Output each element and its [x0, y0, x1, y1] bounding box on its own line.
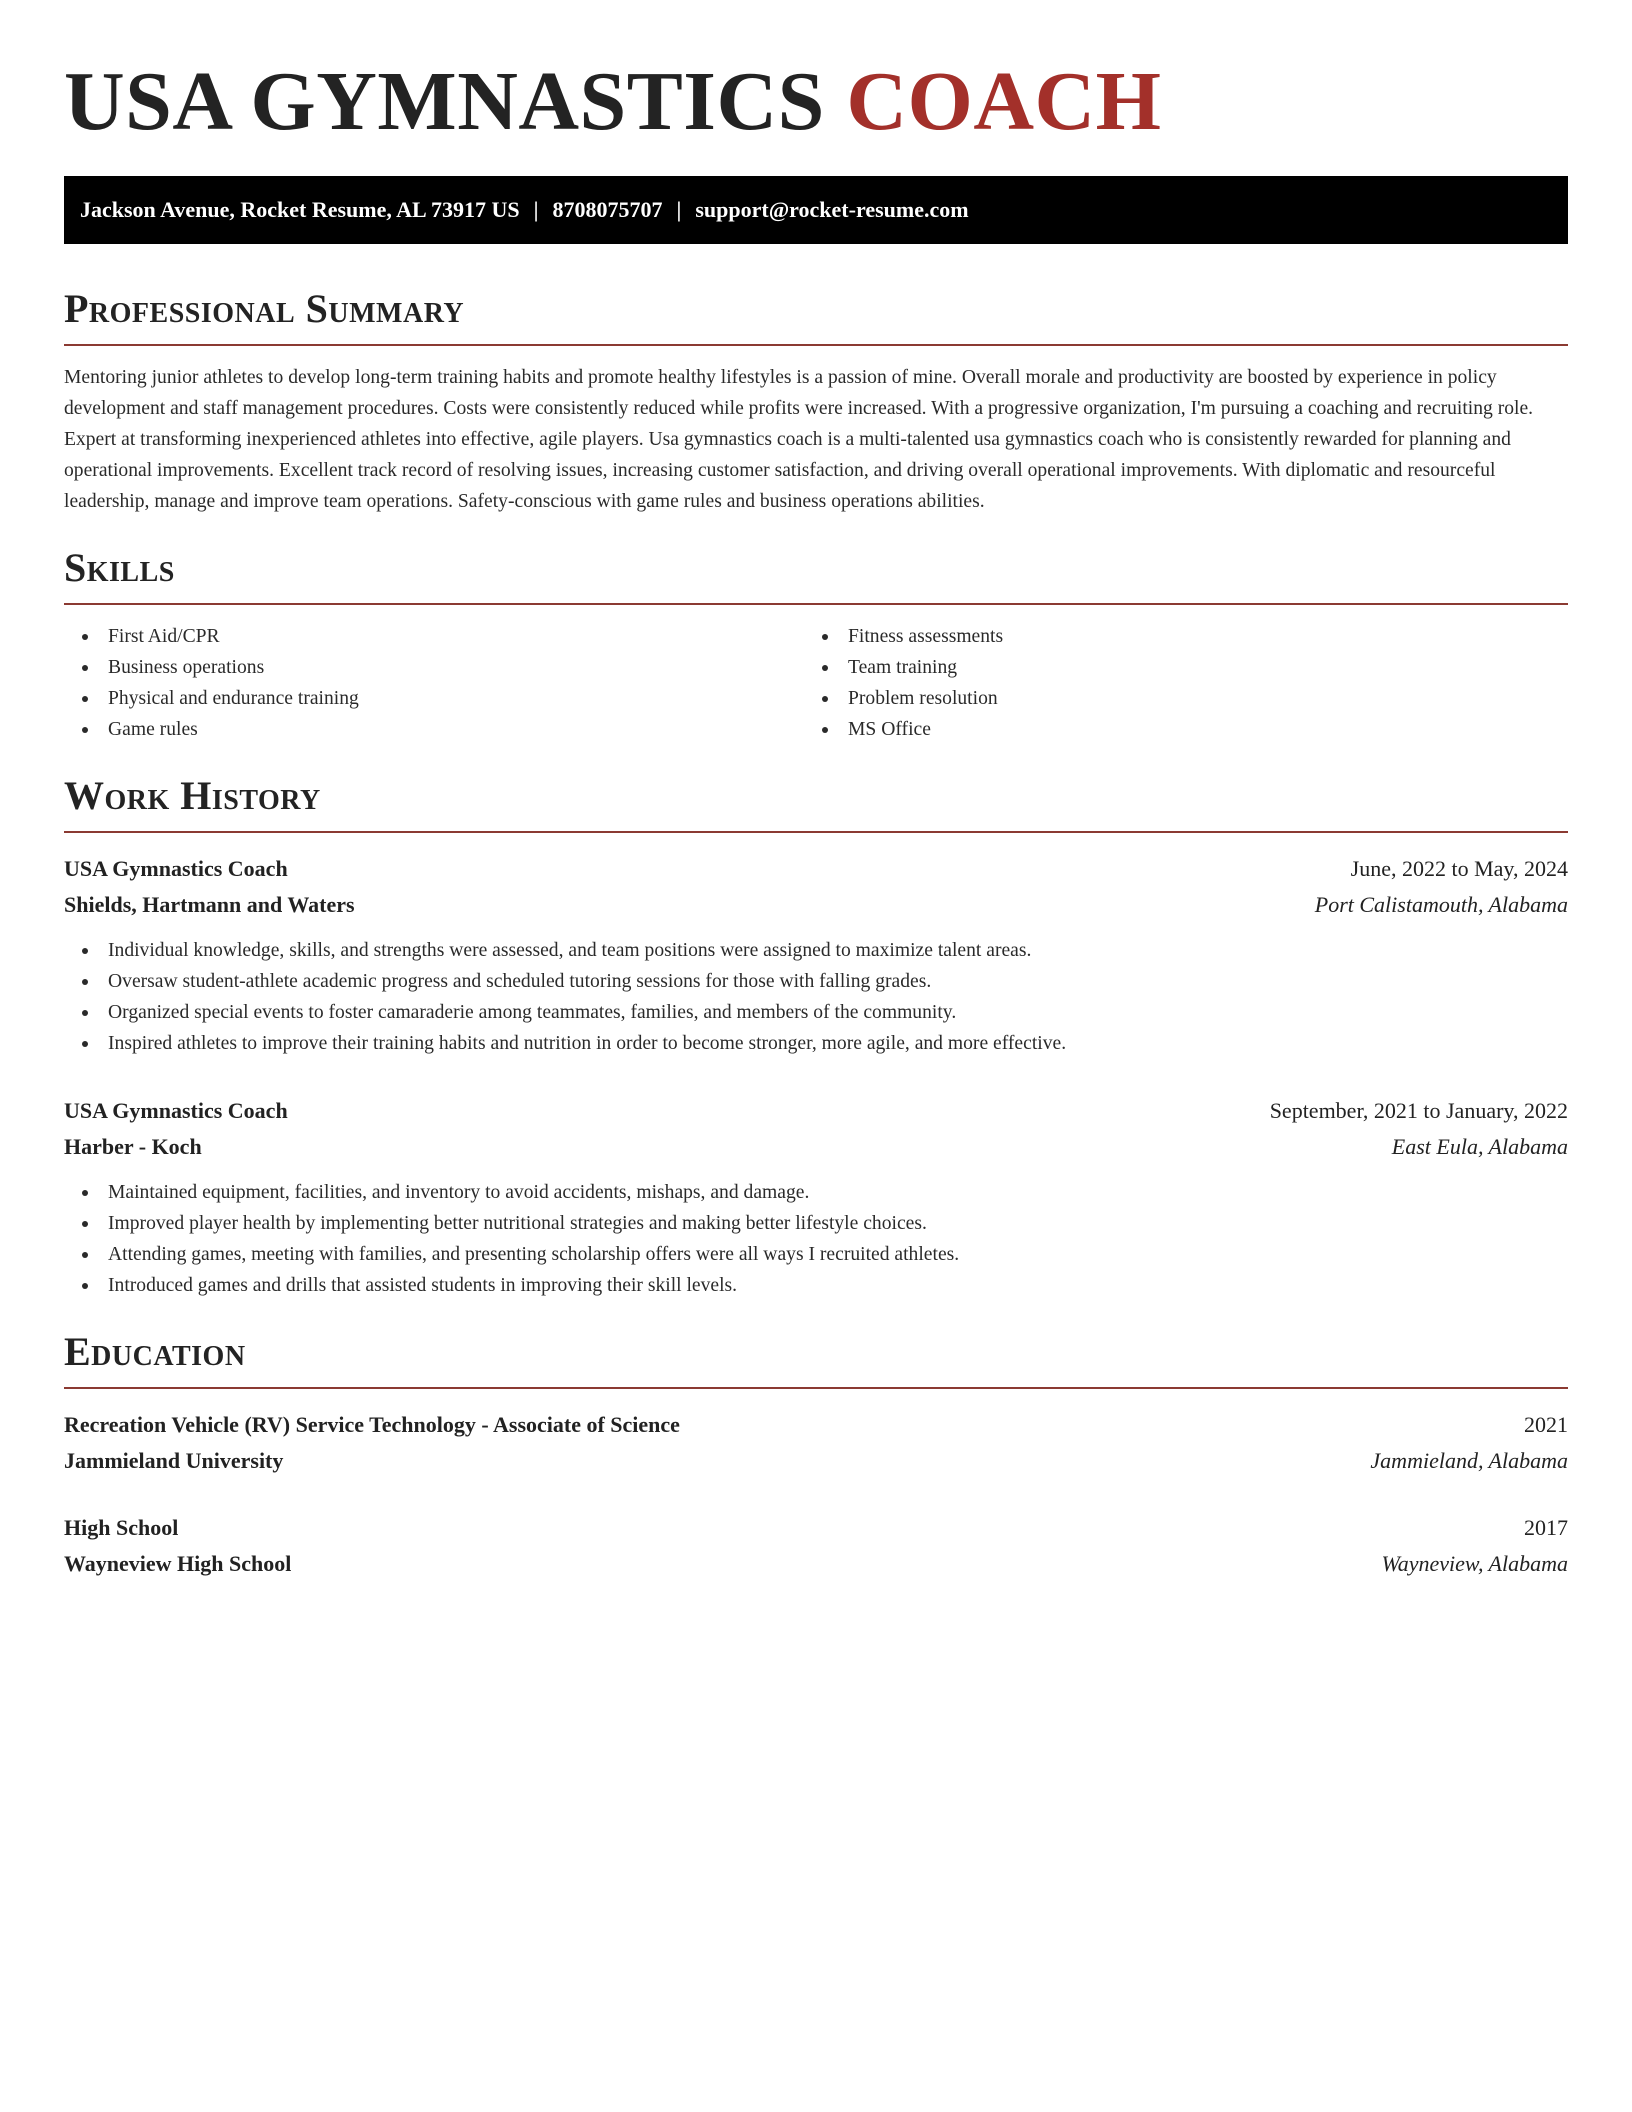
skill-item: Physical and endurance training	[64, 683, 804, 714]
job-title-row	[64, 851, 1568, 887]
title-main: USA GYMNASTICS	[64, 55, 825, 148]
summary-text: Mentoring junior athletes to develop long-term training habits and promote healthy lifestyles is a passion of mine. Overall morale and productivity are boosted by experience in policy development and staff management procedures. Costs were consistently reduced while profits were increased. With a progressive organization, I'm pursuing a coaching and recruiting role. Expert at transforming inexperienced athletes into effective, agile players. Usa gymnastics coach is a multi-talented usa gymnastics coach who is consistently rewarded for planning and operational improvements. Excellent track record of resolving issues, increasing customer satisfaction, and driving overall operational improvements. With diplomatic and resourceful leadership, manage and improve team operations. Safety-conscious with game rules and business operations abilities.	[64, 367, 1534, 512]
skills-heading: Skills	[64, 547, 1568, 605]
job-duty: Individual knowledge, skills, and strengths were assessed, and team positions were assigned to maximize talent areas.	[64, 935, 1568, 966]
work-heading: Work History	[64, 775, 1568, 833]
skill-item: Game rules	[64, 714, 804, 745]
skill-item: MS Office	[804, 714, 1544, 745]
job-entry	[64, 1093, 1568, 1301]
education-entry	[64, 1510, 1568, 1582]
education-school: Jammieland University	[64, 1448, 284, 1473]
resume-page	[64, 0, 1568, 1582]
job-location: East Eula, Alabama	[1391, 1134, 1568, 1159]
work-section	[64, 775, 1568, 1301]
skill-item: Business operations	[64, 652, 804, 683]
skill-item: Fitness assessments	[804, 621, 1544, 652]
skill-item: Team training	[804, 652, 1544, 683]
education-year: 2017	[1524, 1515, 1568, 1540]
education-degree-row	[64, 1407, 1568, 1443]
job-duty: Introduced games and drills that assisted students in improving their skill levels.	[64, 1270, 1568, 1301]
job-duties	[64, 1177, 1568, 1301]
education-degree-row	[64, 1510, 1568, 1546]
education-entry	[64, 1407, 1568, 1479]
resume-title	[64, 0, 1568, 152]
education-section	[64, 1331, 1568, 1582]
job-duty: Organized special events to foster camaraderie among teammates, families, and members of the community.	[64, 997, 1568, 1028]
skills-columns	[64, 621, 1568, 745]
contact-address: Jackson Avenue, Rocket Resume, AL 73917 US	[80, 197, 520, 222]
job-location: Port Calistamouth, Alabama	[1314, 892, 1568, 917]
job-dates: June, 2022 to May, 2024	[1350, 856, 1568, 881]
job-company-row	[64, 887, 1568, 923]
education-location: Wayneview, Alabama	[1381, 1551, 1568, 1576]
title-accent: COACH	[846, 55, 1162, 148]
education-school: Wayneview High School	[64, 1551, 292, 1576]
job-title: USA Gymnastics Coach	[64, 1098, 288, 1123]
skill-item: First Aid/CPR	[64, 621, 804, 652]
job-title-row	[64, 1093, 1568, 1129]
job-company-row	[64, 1129, 1568, 1165]
summary-section	[64, 288, 1568, 517]
job-duty: Oversaw student-athlete academic progress and scheduled tutoring sessions for those with falling grades.	[64, 966, 1568, 997]
summary-heading: Professional Summary	[64, 288, 1568, 346]
skills-section	[64, 547, 1568, 745]
job-entry	[64, 851, 1568, 1059]
job-company: Harber - Koch	[64, 1134, 202, 1159]
education-location: Jammieland, Alabama	[1370, 1448, 1568, 1473]
education-school-row	[64, 1443, 1568, 1479]
job-duties	[64, 935, 1568, 1059]
job-title: USA Gymnastics Coach	[64, 856, 288, 881]
job-dates: September, 2021 to January, 2022	[1269, 1098, 1568, 1123]
education-year: 2021	[1524, 1412, 1568, 1437]
skill-item: Problem resolution	[804, 683, 1544, 714]
job-duty: Maintained equipment, facilities, and inventory to avoid accidents, mishaps, and damage.	[64, 1177, 1568, 1208]
education-degree: Recreation Vehicle (RV) Service Technology - Associate of Science	[64, 1412, 680, 1437]
education-degree: High School	[64, 1515, 179, 1540]
job-duty: Improved player health by implementing better nutritional strategies and making better lifestyle choices.	[64, 1208, 1568, 1239]
contact-separator: |	[533, 197, 539, 222]
skills-column-left	[64, 621, 804, 745]
education-heading: Education	[64, 1331, 1568, 1389]
contact-bar	[64, 176, 1568, 244]
job-company: Shields, Hartmann and Waters	[64, 892, 355, 917]
contact-phone[interactable]: 8708075707	[552, 197, 663, 222]
contact-email[interactable]: support@rocket-resume.com	[695, 197, 969, 222]
job-duty: Attending games, meeting with families, and presenting scholarship offers were all ways I recruited athletes.	[64, 1239, 1568, 1270]
contact-separator: |	[676, 197, 682, 222]
skills-column-right	[804, 621, 1544, 745]
education-school-row	[64, 1546, 1568, 1582]
job-duty: Inspired athletes to improve their training habits and nutrition in order to become stronger, more agile, and more effective.	[64, 1028, 1568, 1059]
